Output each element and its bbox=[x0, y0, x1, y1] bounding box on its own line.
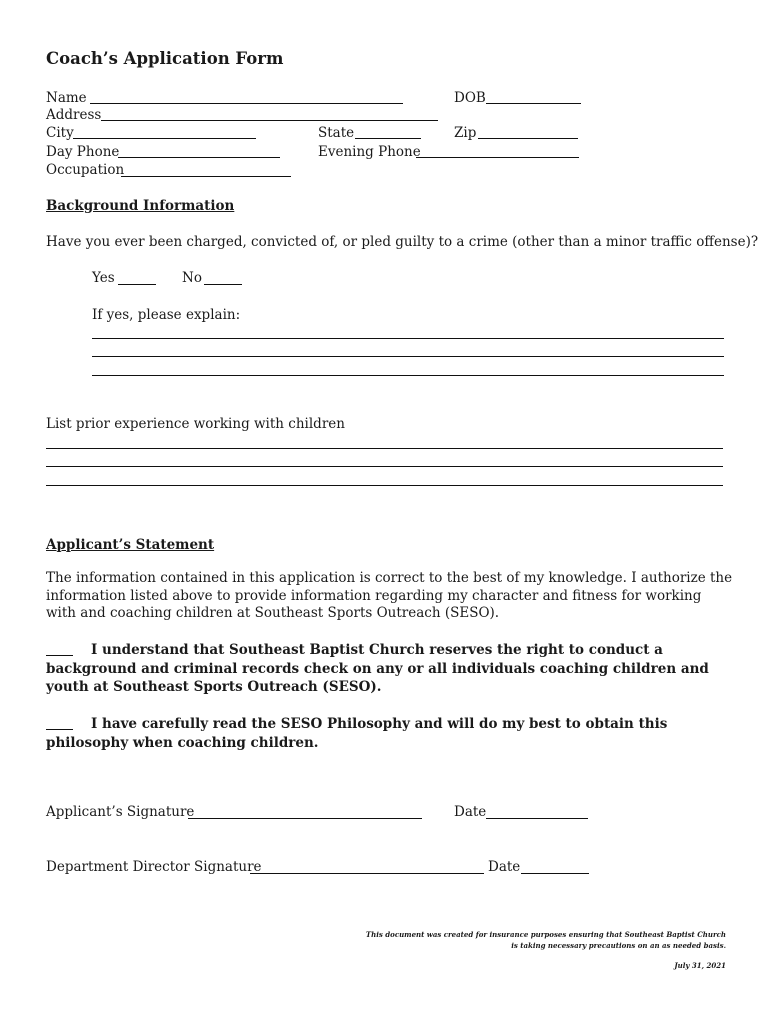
address-label: Address bbox=[46, 107, 102, 123]
experience-line-1[interactable] bbox=[46, 448, 723, 449]
occupation-label: Occupation bbox=[46, 162, 125, 178]
ack2-text: I have carefully read the SESO Philosophy and will do my best to obtain this philosophy when coaching children. bbox=[46, 716, 668, 751]
yes-label: Yes bbox=[92, 270, 115, 286]
director-signature-label: Department Director Signature bbox=[46, 859, 262, 875]
dob-field[interactable] bbox=[486, 103, 581, 104]
state-label: State bbox=[318, 125, 355, 141]
footer-note bbox=[300, 929, 726, 951]
occupation-field[interactable] bbox=[121, 176, 291, 177]
date1-label: Date bbox=[454, 804, 487, 820]
yes-field[interactable] bbox=[118, 284, 156, 285]
dob-label: DOB bbox=[454, 90, 486, 106]
statement-text: The information contained in this application is correct to the best of my knowledge. I authorize the information listed above to provide information regarding my character and fitness for working with and coaching children at Southeast Sports Outreach (SESO). bbox=[46, 570, 733, 621]
director-signature-field[interactable] bbox=[250, 873, 484, 874]
no-label: No bbox=[182, 270, 202, 286]
explain-line-3[interactable] bbox=[92, 375, 724, 376]
no-field[interactable] bbox=[204, 284, 242, 285]
form-title: Coach’s Application Form bbox=[46, 49, 284, 68]
day-phone-label: Day Phone bbox=[46, 144, 120, 160]
background-heading: Background Information bbox=[46, 198, 235, 214]
explain-line-2[interactable] bbox=[92, 356, 724, 357]
date2-label: Date bbox=[488, 859, 521, 875]
footer-date: July 31, 2021 bbox=[674, 961, 726, 970]
experience-line-2[interactable] bbox=[46, 466, 723, 467]
footer-line-2: is taking necessary precautions on an as needed basis. bbox=[511, 941, 726, 950]
crime-question: Have you ever been charged, convicted of, or pled guilty to a crime (other than a minor traffic offense)? bbox=[46, 234, 759, 250]
day-phone-field[interactable] bbox=[118, 157, 280, 158]
evening-phone-field[interactable] bbox=[416, 157, 579, 158]
footer-line-1: This document was created for insurance purposes ensuring that Southeast Baptist Church bbox=[365, 930, 726, 939]
evening-phone-label: Evening Phone bbox=[318, 144, 421, 160]
address-field[interactable] bbox=[101, 120, 438, 121]
city-field[interactable] bbox=[73, 138, 256, 139]
zip-field[interactable] bbox=[478, 138, 578, 139]
explain-line-1[interactable] bbox=[92, 338, 724, 339]
explain-label: If yes, please explain: bbox=[92, 307, 241, 323]
name-label: Name bbox=[46, 90, 87, 106]
experience-line-3[interactable] bbox=[46, 485, 723, 486]
applicant-signature-field[interactable] bbox=[188, 818, 422, 819]
applicant-signature-label: Applicant’s Signature bbox=[46, 804, 195, 820]
city-label: City bbox=[46, 125, 74, 141]
statement-heading: Applicant’s Statement bbox=[46, 537, 215, 553]
ack1-text: I understand that Southeast Baptist Church reserves the right to conduct a background and criminal records check on any or all individuals coaching children and youth at Southeast Sports Outreach (SESO). bbox=[46, 642, 709, 695]
name-field[interactable] bbox=[90, 103, 403, 104]
experience-label: List prior experience working with children bbox=[46, 416, 345, 432]
state-field[interactable] bbox=[355, 138, 421, 139]
zip-label: Zip bbox=[454, 125, 477, 141]
date2-field[interactable] bbox=[521, 873, 589, 874]
date1-field[interactable] bbox=[486, 818, 588, 819]
